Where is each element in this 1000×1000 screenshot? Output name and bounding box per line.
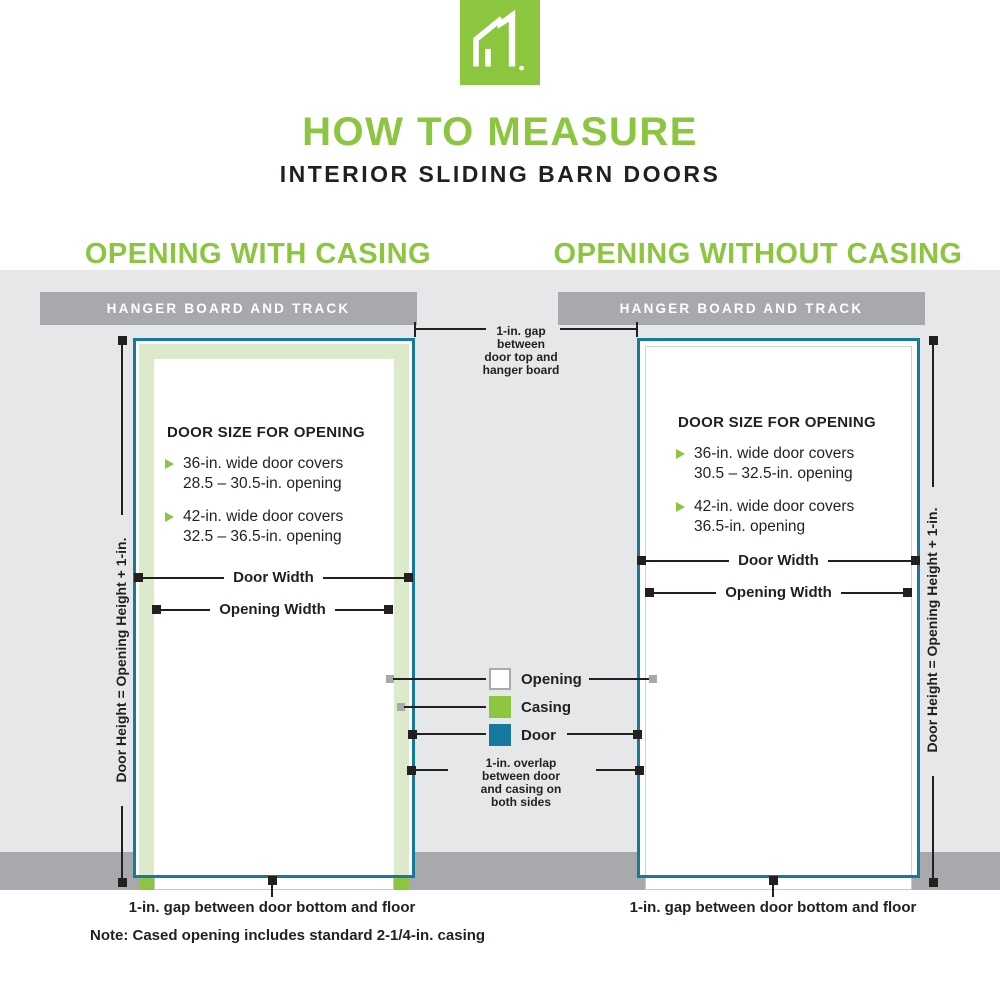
bullet-triangle-icon: [165, 512, 174, 522]
left-section-title: OPENING WITH CASING: [84, 238, 432, 270]
item-line: 42-in. wide door covers: [694, 498, 855, 515]
right-door-width-dimension: [637, 552, 920, 569]
annotation-line: between door: [481, 769, 560, 783]
right-section-title: OPENING WITHOUT CASING: [553, 238, 963, 270]
dimension-tick: [636, 322, 638, 337]
annotation-line: hanger board: [482, 363, 560, 377]
right-door-size-block: [676, 414, 926, 537]
legend-pointer-line: [589, 678, 649, 680]
dimension-endpoint: [903, 588, 912, 597]
annotation-line: 1-in. overlap: [485, 756, 557, 770]
dimension-line: [646, 560, 729, 562]
item-line: 32.5 – 36.5-in. opening: [183, 528, 342, 545]
dimension-line: [828, 560, 911, 562]
legend-pointer-endpoint: [649, 675, 657, 683]
bullet-triangle-icon: [165, 459, 174, 469]
dimension-line: [335, 609, 384, 611]
dimension-line: [654, 592, 716, 594]
left-casing-below-door-left: [139, 878, 154, 890]
dimension-line: [143, 577, 224, 579]
dimension-endpoint: [268, 876, 277, 885]
dimension-endpoint: [929, 878, 938, 887]
dimension-line: [161, 609, 210, 611]
casing-swatch: [489, 696, 511, 718]
legend-pointer-line: [404, 706, 486, 708]
left-opening-width-dimension: [152, 601, 393, 618]
list-item: [165, 454, 415, 494]
dimension-endpoint: [118, 878, 127, 887]
door-size-item-text: [694, 497, 854, 537]
door-size-item-text: [183, 454, 343, 494]
dimension-endpoint: [911, 556, 920, 565]
masonite-m-icon: [460, 0, 540, 85]
dimension-endpoint: [384, 605, 393, 614]
right-opening-width-label: Opening Width: [725, 584, 832, 601]
right-bottom-gap-label: 1-in. gap between door bottom and floor: [629, 899, 917, 916]
legend-door-label: Door: [521, 727, 556, 744]
list-item: [165, 507, 415, 547]
legend-casing-label: Casing: [521, 699, 572, 716]
dimension-endpoint: [404, 573, 413, 582]
page-subtitle: INTERIOR SLIDING BARN DOORS: [279, 161, 721, 187]
right-opening-width-dimension: [645, 584, 912, 601]
right-door-height-label: Door Height = Opening Height + 1-in.: [924, 507, 940, 753]
dimension-line: [415, 769, 448, 771]
dimension-line: [596, 769, 635, 771]
bullet-triangle-icon: [676, 502, 685, 512]
left-bottom-gap-label: 1-in. gap between door bottom and floor: [128, 899, 416, 916]
legend-opening-label: Opening: [521, 671, 582, 688]
dimension-endpoint: [134, 573, 143, 582]
door-size-item-text: [183, 507, 343, 547]
left-opening-width-label: Opening Width: [219, 601, 326, 618]
annotation-line: 1-in. gap: [496, 324, 546, 338]
door-swatch: [489, 724, 511, 746]
annotation-line: between: [496, 337, 545, 351]
legend-pointer-line: [416, 733, 486, 735]
opening-swatch: [489, 668, 511, 690]
dimension-line: [841, 592, 903, 594]
list-item: [676, 444, 926, 484]
top-gap-annotation: [456, 325, 586, 377]
dimension-endpoint: [118, 336, 127, 345]
right-door-bottom-gap: [645, 878, 912, 890]
dimension-line: [323, 577, 404, 579]
dimension-endpoint: [645, 588, 654, 597]
item-line: 30.5 – 32.5-in. opening: [694, 465, 853, 482]
dimension-line: [121, 806, 123, 884]
dimension-line: [932, 345, 934, 487]
legend-pointer-endpoint: [633, 730, 642, 739]
item-line: 36.5-in. opening: [694, 518, 806, 535]
dimension-endpoint: [929, 336, 938, 345]
annotation-line: both sides: [490, 795, 551, 809]
legend-pointer-line: [393, 678, 486, 680]
left-door-height-label: Door Height = Opening Height + 1-in.: [113, 537, 129, 783]
left-door-size-title: DOOR SIZE FOR OPENING: [167, 424, 365, 441]
dimension-endpoint: [769, 876, 778, 885]
right-hanger-board: HANGER BOARD AND TRACK: [558, 292, 925, 325]
dimension-line: [121, 345, 123, 515]
page-title: HOW TO MEASURE: [302, 110, 698, 154]
item-line: 42-in. wide door covers: [183, 508, 344, 525]
left-door-width-dimension: [134, 569, 413, 586]
annotation-line: door top and: [484, 350, 558, 364]
overlap-annotation: [451, 757, 591, 809]
right-door-size-title: DOOR SIZE FOR OPENING: [678, 414, 876, 431]
item-line: 28.5 – 30.5-in. opening: [183, 475, 342, 492]
footnote: Note: Cased opening includes standard 2-1/4-in. casing: [90, 927, 486, 944]
left-casing-below-door-right: [394, 878, 409, 890]
right-door-width-label: Door Width: [738, 552, 819, 569]
bullet-triangle-icon: [676, 449, 685, 459]
left-casing-top: [139, 344, 409, 359]
left-door-size-block: [165, 424, 415, 547]
legend-pointer-line: [567, 733, 633, 735]
brand-logo: [460, 0, 540, 85]
dimension-endpoint: [152, 605, 161, 614]
item-line: 36-in. wide door covers: [183, 455, 344, 472]
left-hanger-board: HANGER BOARD AND TRACK: [40, 292, 417, 325]
item-line: 36-in. wide door covers: [694, 445, 855, 462]
left-door-width-label: Door Width: [233, 569, 314, 586]
dimension-line: [271, 885, 273, 897]
door-size-item-text: [694, 444, 854, 484]
dimension-endpoint: [637, 556, 646, 565]
dimension-line: [932, 776, 934, 884]
annotation-line: and casing on: [480, 782, 562, 796]
dimension-endpoint: [635, 766, 644, 775]
dimension-line: [772, 885, 774, 897]
list-item: [676, 497, 926, 537]
